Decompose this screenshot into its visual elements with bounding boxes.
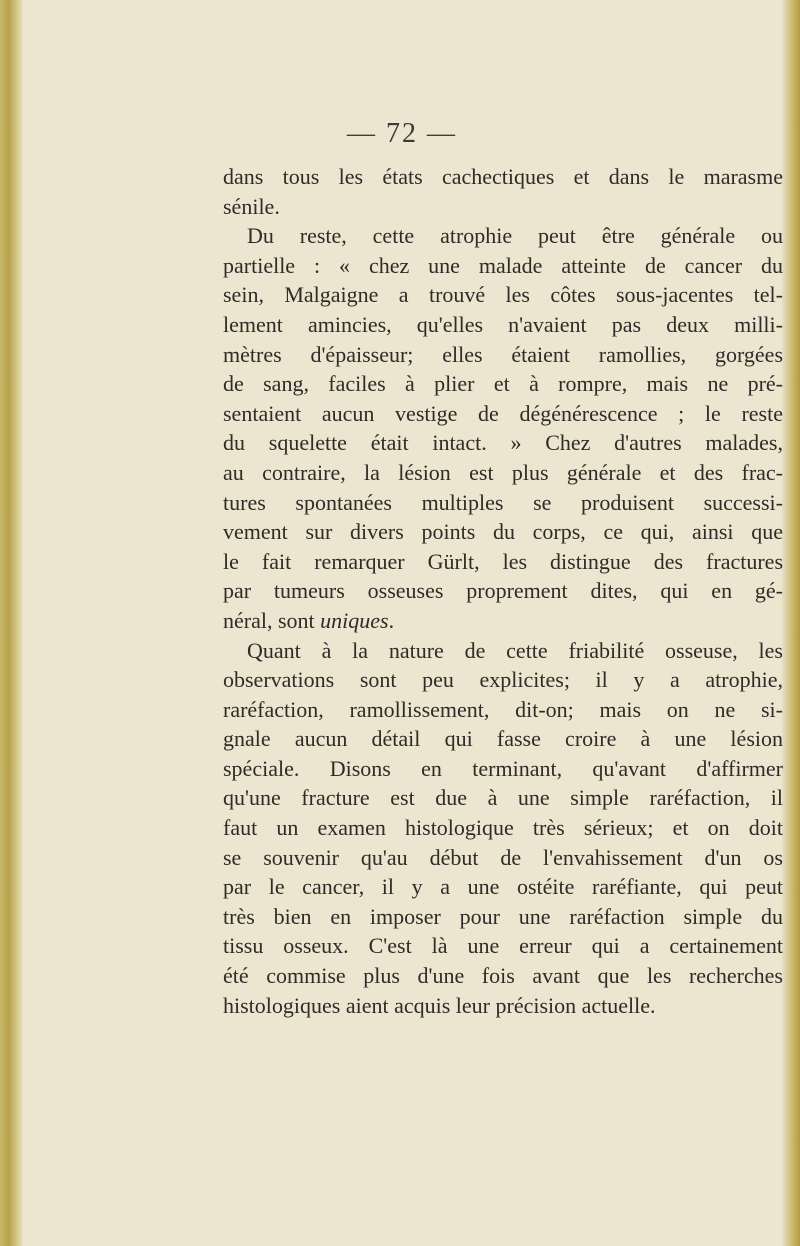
text-line: très bien en imposer pour une raréfaction simple du: [223, 903, 783, 929]
text-line: dans tous les états cachectiques et dans le marasme: [223, 164, 783, 189]
text-line: partielle : « chez une malade atteinte de cancer du: [223, 252, 783, 278]
text-line: qu'une fracture est due à une simple raréfaction, il: [223, 785, 783, 811]
text-line: tissu osseux. C'est là une erreur qui a certainement: [223, 933, 783, 959]
text-line: mètres d'épaisseur; elles étaient ramollies, gorgées: [223, 341, 783, 367]
text-line: lement amincies, qu'elles n'avaient pas deux milli-: [223, 311, 783, 337]
text-line: vement sur divers points du corps, ce qui, ainsi que: [223, 519, 783, 545]
text-line: de sang, faciles à plier et à rompre, mais ne pré-: [223, 371, 783, 397]
text-line: histologiques aient acquis leur précision actuelle.: [223, 992, 656, 1018]
text-line: se souvenir qu'au début de l'envahissement d'un os: [223, 844, 783, 870]
text-line: sein, Malgaigne a trouvé les côtes sous-jacentes tel-: [223, 282, 783, 308]
text-line: le fait remarquer Gürlt, les distingue des fractures: [223, 548, 783, 574]
text-line: du squelette était intact. » Chez d'autres malades,: [223, 430, 783, 456]
text-line: sentaient aucun vestige de dégénérescence ; le reste: [223, 400, 783, 426]
body-text: [223, 162, 783, 1020]
italic-word: uniques: [320, 607, 389, 633]
text-line-with-italic: [223, 606, 783, 636]
paragraph-start-line: Quant à la nature de cette friabilité osseuse, les: [247, 637, 783, 663]
book-page: [22, 0, 782, 1246]
text-line: sénile.: [223, 193, 280, 219]
page-number: — 72 —: [347, 118, 457, 149]
text-line: par le cancer, il y a une ostéite raréfiante, qui peut: [223, 874, 783, 900]
text-segment: .: [388, 607, 395, 633]
paragraph-start-line: Du reste, cette atrophie peut être générale ou: [247, 223, 783, 249]
text-line: gnale aucun détail qui fasse croire à une lésion: [223, 726, 783, 752]
left-page-gutter: [0, 0, 22, 1246]
text-line: au contraire, la lésion est plus générale et des frac-: [223, 459, 783, 485]
text-line: observations sont peu explicites; il y a atrophie,: [223, 667, 783, 693]
text-line: spéciale. Disons en terminant, qu'avant d'affirmer: [223, 755, 783, 781]
text-line: faut un examen histologique très sérieux; et on doit: [223, 815, 783, 841]
text-line: raréfaction, ramollissement, dit-on; mais on ne si-: [223, 696, 783, 722]
right-page-edge: [782, 0, 800, 1246]
text-line: tures spontanées multiples se produisent successi-: [223, 489, 783, 515]
text-segment: néral, sont: [223, 607, 321, 633]
text-line: par tumeurs osseuses proprement dites, qui en gé-: [223, 578, 783, 604]
text-line: été commise plus d'une fois avant que les recherches: [223, 963, 783, 989]
